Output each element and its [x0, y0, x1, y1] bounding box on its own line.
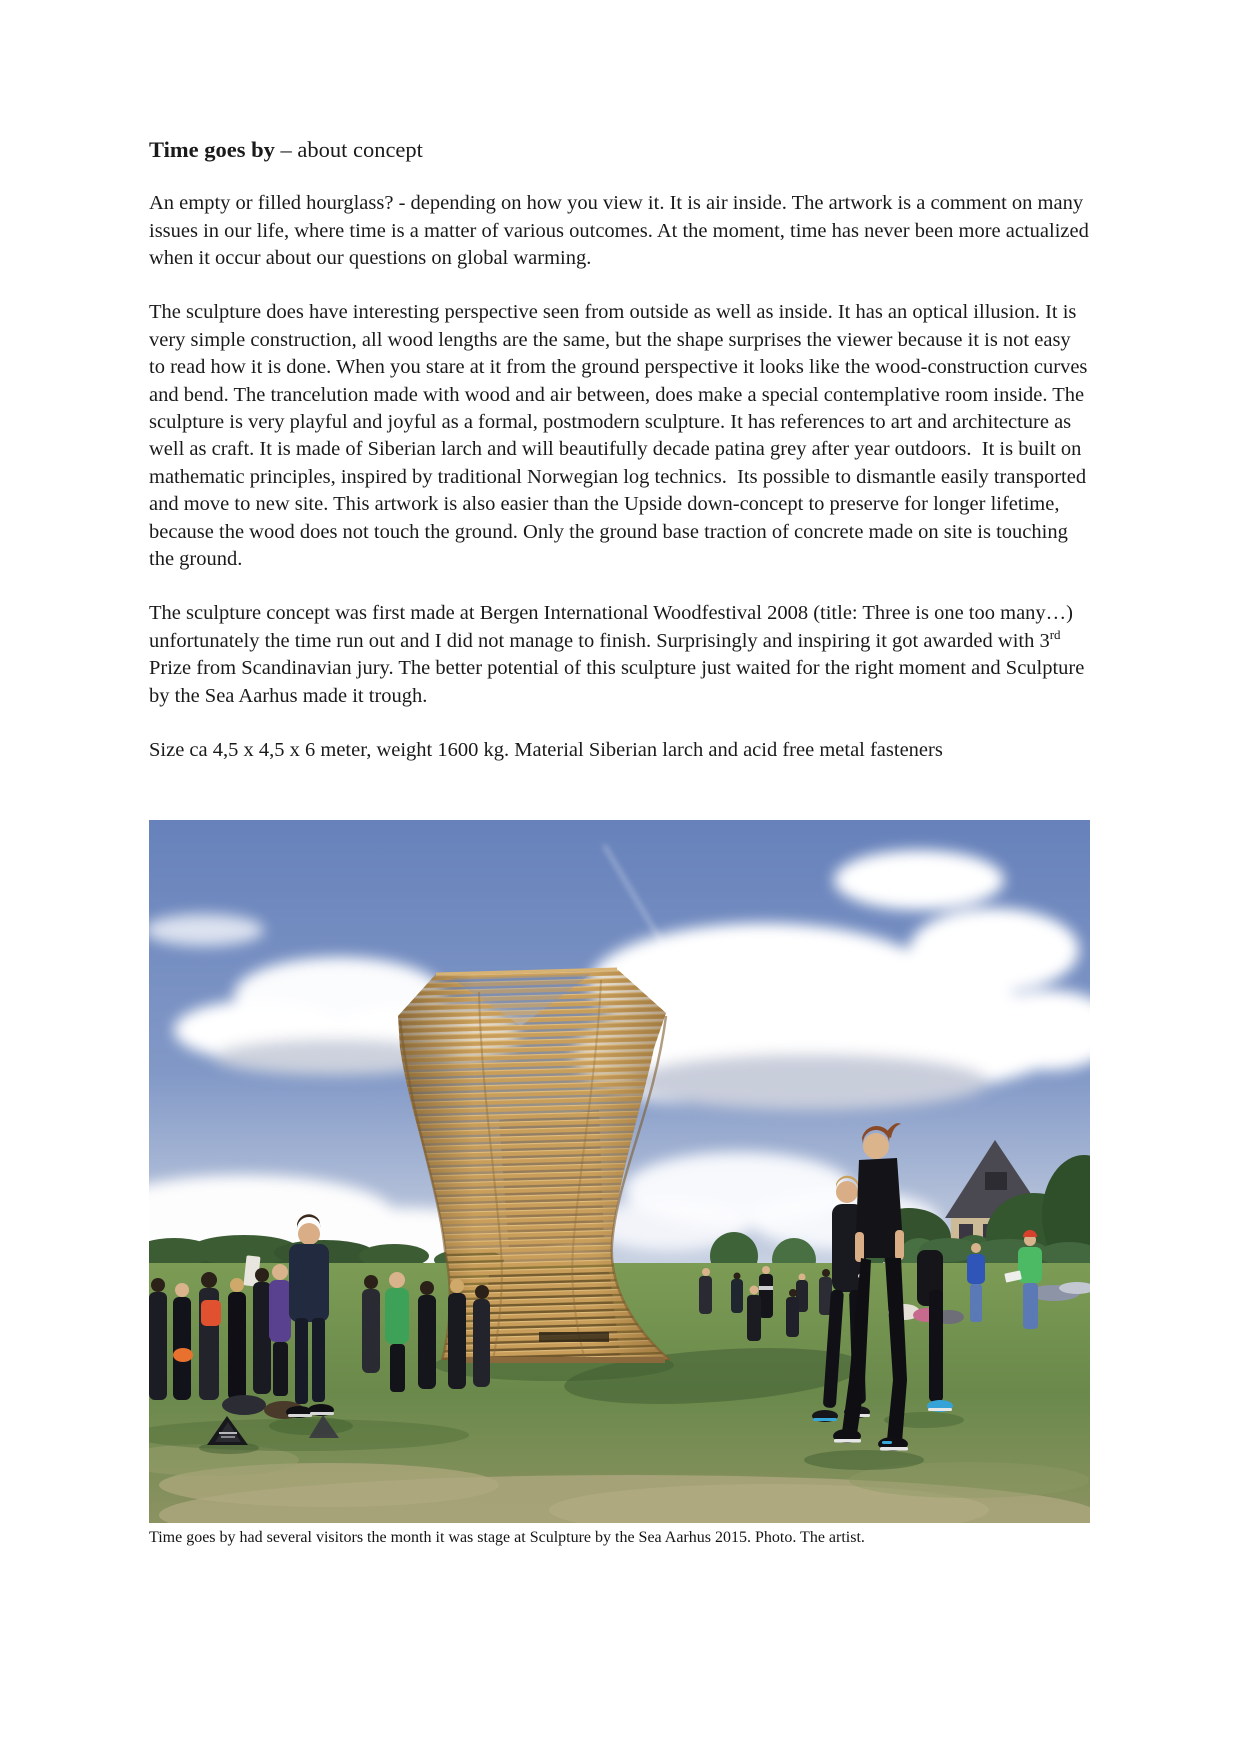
- paragraph-history: [149, 600, 1090, 710]
- paragraph-concept: An empty or filled hourglass? - depending on how you view it. It is air inside. The artwork is a comment on many issues in our life, where time is a matter of various outcomes. At the moment, time has never been more actualized when it occur about our questions on global warming.: [149, 192, 1094, 269]
- ordinal-superscript: rd: [1049, 626, 1061, 642]
- paragraph-description: The sculpture does have interesting perspective seen from outside as well as inside. It has an optical illusion. It is very simple construction, all wood lengths are the same, but the shape surprises the viewer because it is not easy to read how it is done. When you stare at it from the ground perspective it looks like the wood-construction curves and bend. The trancelution made with wood and air between, does make a special contemplative room inside. The sculpture is very playful and joyful as a formal, postmodern sculpture. It has references to art and architecture as well as craft. It is made of Siberian larch and will beautifully decade patina grey after year outdoors. It is built on mathematic principles, inspired by traditional Norwegian log technics. Its possible to dismantle easily transported and move to new site. This artwork is also easier than the Upside down-concept to preserve for longer lifetime, because the wood does not touch the ground. Only the ground base traction of concrete made on site is touching the ground.: [149, 301, 1093, 570]
- sculpture-photo: [149, 820, 1090, 1523]
- sculpture-photo-figure: [149, 820, 1090, 1549]
- photo-caption: Time goes by had several visitors the month it was stage at Sculpture by the Sea Aarhus 2015. Photo. The artist.: [149, 1529, 865, 1547]
- page-title: [149, 136, 1090, 164]
- title-rest: – about concept: [274, 137, 423, 162]
- title-bold: Time goes by: [149, 137, 275, 162]
- paragraph-specs: Size ca 4,5 x 4,5 x 6 meter, weight 1600 kg. Material Siberian larch and acid free metal fasteners: [149, 739, 943, 762]
- document-content: [149, 136, 1094, 1549]
- bench-inside: [539, 1332, 609, 1342]
- history-text-end: Prize from Scandinavian jury. The better potential of this sculpture just waited for the right moment and Sculpture by the Sea Aarhus made it trough.: [149, 629, 1090, 707]
- history-text-start: The sculpture concept was first made at Bergen International Woodfestival 2008 (title: Three is one too many…) unfortunately the time run out and I did not manage to finish. Surprisingly and inspiring it got awarded with 3: [149, 602, 1079, 652]
